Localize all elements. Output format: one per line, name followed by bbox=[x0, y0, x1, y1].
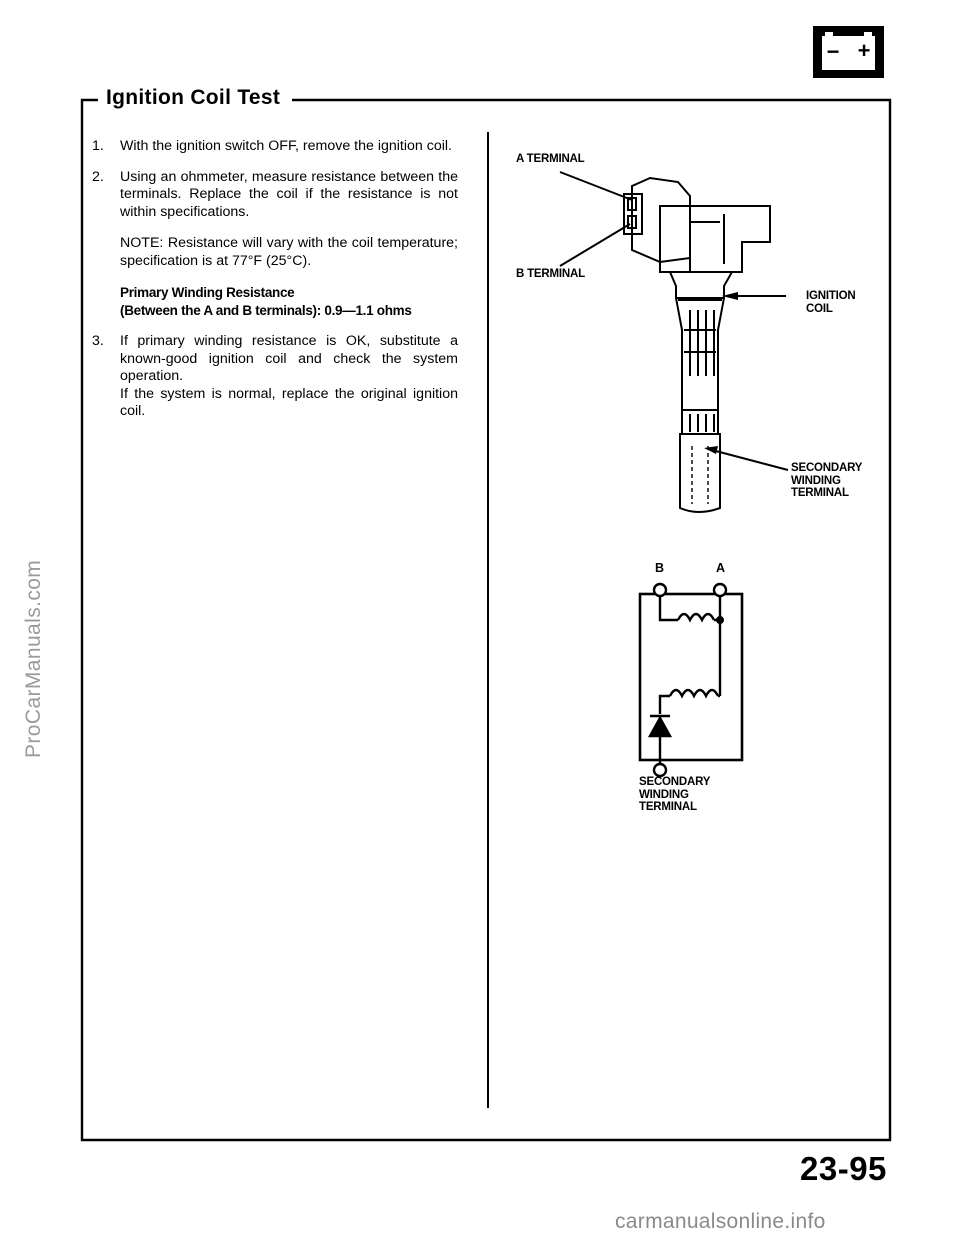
procedure-steps bbox=[92, 138, 458, 421]
spec-detail: (Between the A and B terminals): 0.9—1.1 ohms bbox=[120, 303, 412, 318]
resistance-spec bbox=[120, 284, 458, 320]
leader-b-terminal bbox=[560, 224, 630, 266]
step-number: 3. bbox=[92, 333, 104, 349]
battery-plus-sign: + bbox=[857, 38, 871, 63]
step-1 bbox=[92, 138, 458, 156]
section-title: Ignition Coil Test bbox=[104, 86, 286, 110]
step-number: 1. bbox=[92, 138, 104, 154]
step-text: With the ignition switch OFF, remove the ignition coil. bbox=[120, 138, 452, 154]
leader-secondary-terminal bbox=[712, 450, 788, 470]
side-watermark: ProCarManuals.com bbox=[22, 559, 45, 758]
step-number: 2. bbox=[92, 168, 104, 185]
step-text: If primary winding resistance is OK, substitute a known-good ignition coil and check the system operation. bbox=[120, 333, 458, 384]
coil-schematic bbox=[640, 584, 742, 776]
label-b-terminal: B TERMINAL bbox=[516, 268, 585, 280]
label-secondary-winding-terminal: SECONDARY WINDING TERMINAL bbox=[791, 462, 863, 499]
label-a-terminal: A TERMINAL bbox=[516, 153, 585, 165]
page-number: 23-95 bbox=[800, 1150, 887, 1187]
spec-heading: Primary Winding Resistance bbox=[120, 285, 295, 300]
schematic-label-b: B bbox=[655, 561, 664, 575]
step-3 bbox=[92, 333, 458, 421]
battery-icon bbox=[813, 26, 884, 78]
label-ignition-coil: IGNITION COIL bbox=[806, 290, 856, 315]
schematic-bottom-label: SECONDARY WINDING TERMINAL bbox=[639, 776, 711, 813]
schematic-label-a: A bbox=[716, 561, 725, 575]
footer-watermark: carmanualsonline.info bbox=[615, 1210, 826, 1233]
leader-a-terminal bbox=[560, 172, 632, 200]
step-followup: If the system is normal, replace the original ignition coil. bbox=[120, 385, 458, 419]
step-text: Using an ohmmeter, measure resistance between the terminals. Replace the coil if the resistance is not within specifications. bbox=[120, 168, 458, 220]
battery-minus-sign: − bbox=[826, 39, 840, 64]
step-2 bbox=[92, 169, 458, 321]
temperature-note: NOTE: Resistance will vary with the coil temperature; specification is at 77°F (25°C). bbox=[120, 235, 458, 269]
